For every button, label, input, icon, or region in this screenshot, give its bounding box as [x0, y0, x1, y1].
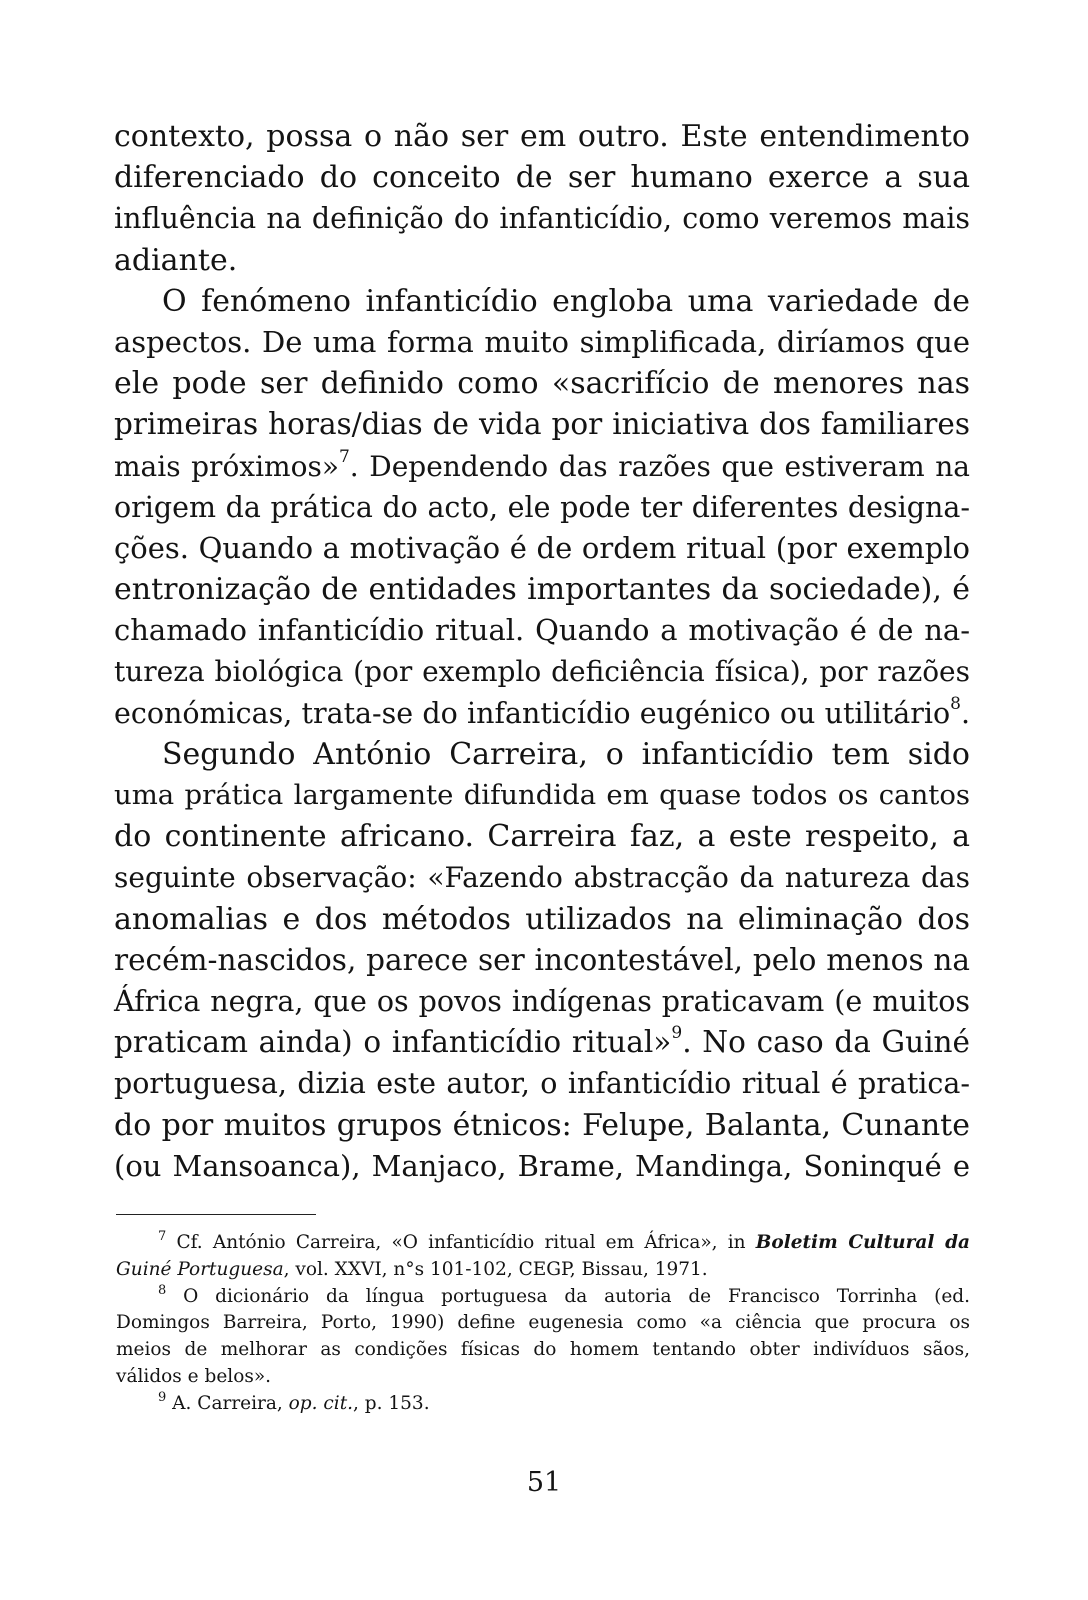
body-line: seguinte observação: «Fazendo abstracção da natureza das — [114, 861, 970, 895]
body-line-text: económicas, trata-se do infanticídio eugénico ou utilitário — [114, 696, 951, 730]
footnote-text: , vol. XXVI, n°s 101-102, CEGP, Bissau, 1971. — [283, 1258, 708, 1280]
body-line: diferenciado do conceito de ser humano exerce a sua — [114, 160, 970, 196]
body-line: adiante. — [114, 242, 238, 278]
body-line: recém-nascidos, parece ser incontestável, pelo menos na — [114, 942, 970, 977]
page-number: 51 — [526, 1467, 562, 1498]
footnote-ref-7[interactable]: 7 — [338, 446, 350, 467]
body-line-text: . — [960, 696, 970, 730]
body-line: contexto, possa o não ser em outro. Este entendimento — [114, 119, 970, 154]
body-line: entronização de entidades importantes da sociedade), é — [114, 572, 970, 608]
footnote-8-cont: Domingos Barreira, Porto, 1990) define eugenesia como «a ciência que procura os — [116, 1312, 970, 1334]
footnote-7 — [116, 1230, 970, 1257]
footnote-divider — [116, 1214, 316, 1215]
body-line: aspectos. De uma forma muito simplificada, diríamos que — [114, 324, 970, 359]
body-text — [114, 116, 970, 1187]
body-line: uma prática largamente difundida em quase todos os cantos — [114, 779, 970, 811]
footnote-mark: 7 — [158, 1229, 167, 1244]
body-line-text: mais próximos» — [114, 449, 339, 483]
footnote-9 — [116, 1391, 970, 1418]
body-line: tureza biológica (por exemplo deficiência física), por razões — [114, 655, 970, 689]
footnote-title: Guiné Portuguesa — [116, 1258, 284, 1280]
footnote-mark: 8 — [158, 1282, 167, 1298]
body-line: (ou Mansoanca), Manjaco, Brame, Mandinga, Soninqué e — [114, 1148, 970, 1183]
body-line: do continente africano. Carreira faz, a este respeito, a — [114, 819, 970, 855]
body-line-text: . Dependendo das razões que estiveram na — [349, 449, 970, 483]
footnote-8 — [116, 1284, 970, 1311]
body-line: do por muitos grupos étnicos: Felupe, Balanta, Cunante — [114, 1107, 970, 1143]
footnote-text: Cf. António Carreira, «O infanticídio ritual em África», in — [176, 1232, 756, 1253]
footnote-8-cont: meios de melhorar as condições físicas do homem tentando obter indivíduos sãos, — [116, 1339, 970, 1361]
body-line: influência na definição do infanticídio, como veremos mais — [114, 202, 970, 236]
footnote-text: , p. 153. — [353, 1392, 430, 1414]
footnotes — [116, 1230, 970, 1418]
body-line: O fenómeno infanticídio engloba uma variedade de — [162, 283, 970, 319]
body-line — [114, 446, 970, 487]
body-line: ções. Quando a motivação é de ordem ritual (por exemplo — [114, 530, 970, 565]
footnote-text: A. Carreira, — [172, 1392, 289, 1414]
body-line: Segundo António Carreira, o infanticídio tem sido — [162, 736, 970, 772]
body-line-text: praticam ainda) o infanticídio ritual» — [114, 1025, 672, 1060]
body-line — [114, 693, 970, 734]
body-line-text: . No caso da Guiné — [682, 1025, 970, 1060]
footnote-7-cont — [116, 1257, 970, 1284]
footnote-text: O dicionário da língua portuguesa da autoria de Francisco Torrinha (ed. — [183, 1285, 970, 1307]
footnote-ref-8[interactable]: 8 — [950, 693, 961, 714]
footnote-text: op. cit. — [288, 1392, 354, 1414]
body-line: chamado infanticídio ritual. Quando a motivação é de na- — [114, 613, 970, 648]
body-line: portuguesa, dizia este autor, o infanticídio ritual é pratica- — [114, 1067, 970, 1101]
body-line: primeiras horas/dias de vida por iniciativa dos familiares — [114, 407, 970, 442]
body-line: origem da prática do acto, ele pode ter diferentes designa- — [114, 490, 970, 524]
footnote-title: Boletim Cultural da — [755, 1232, 970, 1253]
footnote-8-cont: válidos e belos». — [116, 1365, 272, 1387]
footnote-mark: 9 — [158, 1389, 167, 1405]
body-line — [114, 1022, 970, 1063]
body-line: ele pode ser definido como «sacrifício de menores nas — [114, 366, 970, 402]
body-line: África negra, que os povos indígenas praticavam (e muitos — [114, 984, 970, 1018]
footnote-ref-9[interactable]: 9 — [671, 1023, 683, 1044]
body-line: anomalias e dos métodos utilizados na eliminação dos — [114, 901, 970, 937]
